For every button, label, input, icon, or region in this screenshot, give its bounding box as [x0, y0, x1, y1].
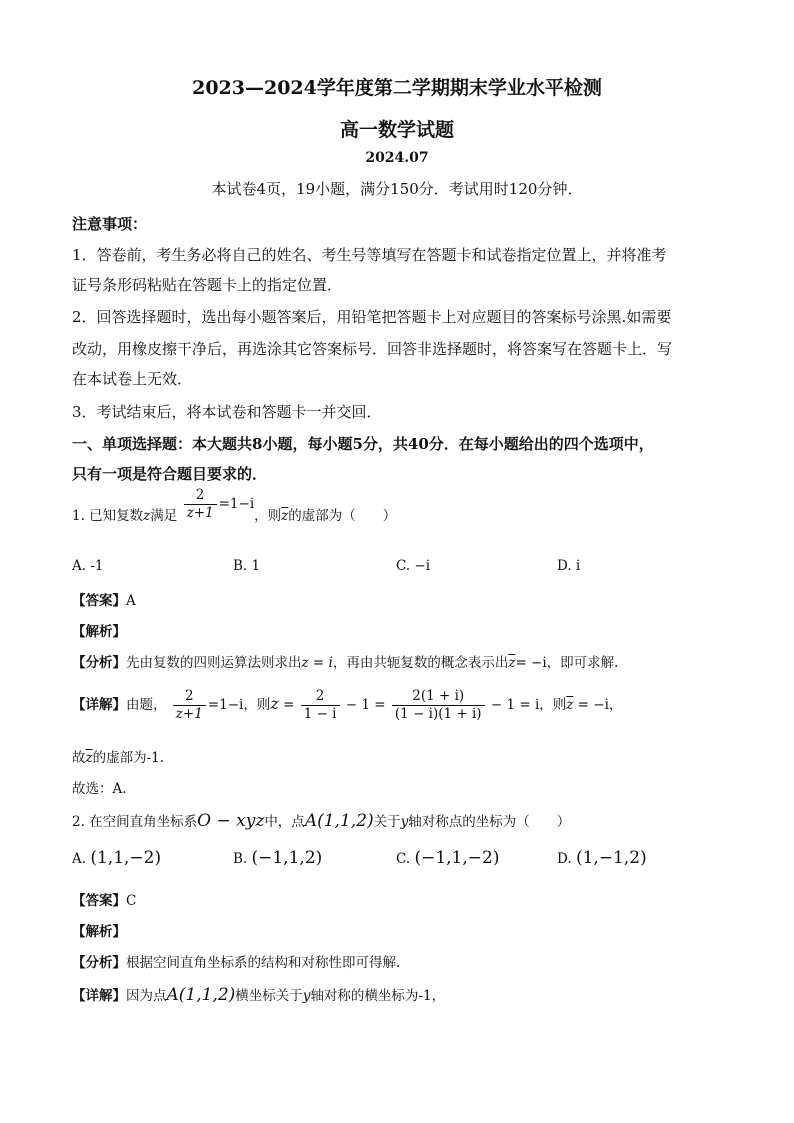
q1-detail-fraction-2: $\frac{2}{1 - i}$ — [301, 689, 340, 722]
q1-answer-label: 【答案】 — [72, 593, 126, 609]
q2-option-a: A. (1,1,−2) — [72, 848, 162, 868]
question-2-stem: 2. 在空间直角坐标系O − xyz中，点A(1,1,2)关于y轴对称点的坐标为（ ） — [72, 811, 571, 831]
q1-conclusion: 故$\overline{z}$的虚部为-1. — [72, 750, 165, 766]
note-2-line-2: 改动，用橡皮擦干净后，再选涂其它答案标号．回答非选择题时，将答案写在答题卡上．写 — [72, 340, 673, 358]
exam-title: 2023—2024学年度第二学期期末学业水平检测 — [192, 77, 602, 99]
q1-tail: 的虚部为（ ） — [288, 507, 397, 524]
q1-prefix: 1. 已知复数 — [72, 507, 144, 524]
note-1-line-1: 1．答卷前，考生务必将自己的姓名、考生号等填写在答题卡和试卷指定位置上，并将准考 — [72, 246, 667, 264]
note-3: 3．考试结束后，将本试卷和答题卡一并交回． — [72, 403, 382, 421]
q1-analysis-label: 【解析】 — [72, 624, 126, 640]
section-1-line-2: 只有一项是符合题目要求的． — [72, 465, 268, 483]
exam-subtitle: 高一数学试题 — [339, 119, 454, 141]
question-1-stem — [72, 487, 397, 533]
q1-option-a: A. -1 — [72, 558, 104, 574]
q1-var-z: z — [143, 507, 151, 524]
section-1-line-1: 一、单项选择题：本大题共8小题，每小题5分，共40分．在每小题给出的四个选项中， — [72, 435, 654, 453]
note-2-line-1: 2．回答选择题时，选出每小题答案后，用铅笔把答题卡上对应题目的答案标号涂黑.如需要 — [72, 308, 672, 326]
q1-fraction: $\frac{2}{z+1}$ — [184, 488, 217, 521]
q2-answer: 【答案】C — [72, 893, 137, 909]
q1-option-c: C. −i — [396, 558, 431, 574]
exam-date: 2024.07 — [365, 150, 429, 166]
q2-analysis-label: 【解析】 — [72, 924, 126, 940]
exam-info: 本试卷4页，19小题，满分150分．考试用时120分钟． — [211, 180, 583, 198]
q2-detail: 【详解】因为点A(1,1,2)横坐标关于y轴对称的横坐标为-1， — [72, 985, 446, 1005]
q1-answer — [72, 589, 136, 609]
q1-choice: 故选：A. — [72, 781, 127, 797]
q1-option-d: D. i — [557, 558, 581, 574]
q1-detail-fraction-3: $\frac{2(1 + i)}{(1 - i)(1 + i)}$ — [392, 689, 485, 722]
q1-option-b: B. 1 — [233, 558, 261, 574]
q2-fenxi: 【分析】根据空间直角坐标系的结构和对称性即可得解. — [72, 955, 401, 971]
q2-option-c: C. (−1,1,−2) — [396, 848, 500, 868]
q2-option-b: B. (−1,1,2) — [233, 848, 323, 868]
q1-then: ，则 — [254, 507, 282, 524]
q1-answer-value: A — [126, 593, 136, 609]
q1-detail: 【详解】由题， $\frac{2}{z+1}$ =1−i，则z = $\frac{2}{1 - i}$ − 1 = $\frac{2(1 + i)}{(1 - i)(1 + i)}$ − 1 = i，则$\overline{z} = -i$， — [72, 688, 623, 722]
q1-fenxi: 【分析】先由复数的四则运算法则求出z = i，再由共轭复数的概念表示出$\overline{z}= -i$，即可求解. — [72, 655, 619, 671]
q1-detail-fraction-1: $\frac{2}{z+1}$ — [173, 689, 206, 722]
notes-heading: 注意事项： — [72, 215, 148, 233]
q1-zbar: $\overline{z}$ — [281, 507, 289, 524]
q1-rhs: =1−i — [218, 495, 255, 512]
q2-option-d: D. (1,−1,2) — [557, 848, 647, 868]
note-1-line-2: 证号条形码粘贴在答题卡上的指定位置． — [72, 276, 343, 294]
q1-mid: 满足 — [150, 507, 178, 524]
note-2-line-3: 在本试卷上无效． — [72, 370, 193, 388]
